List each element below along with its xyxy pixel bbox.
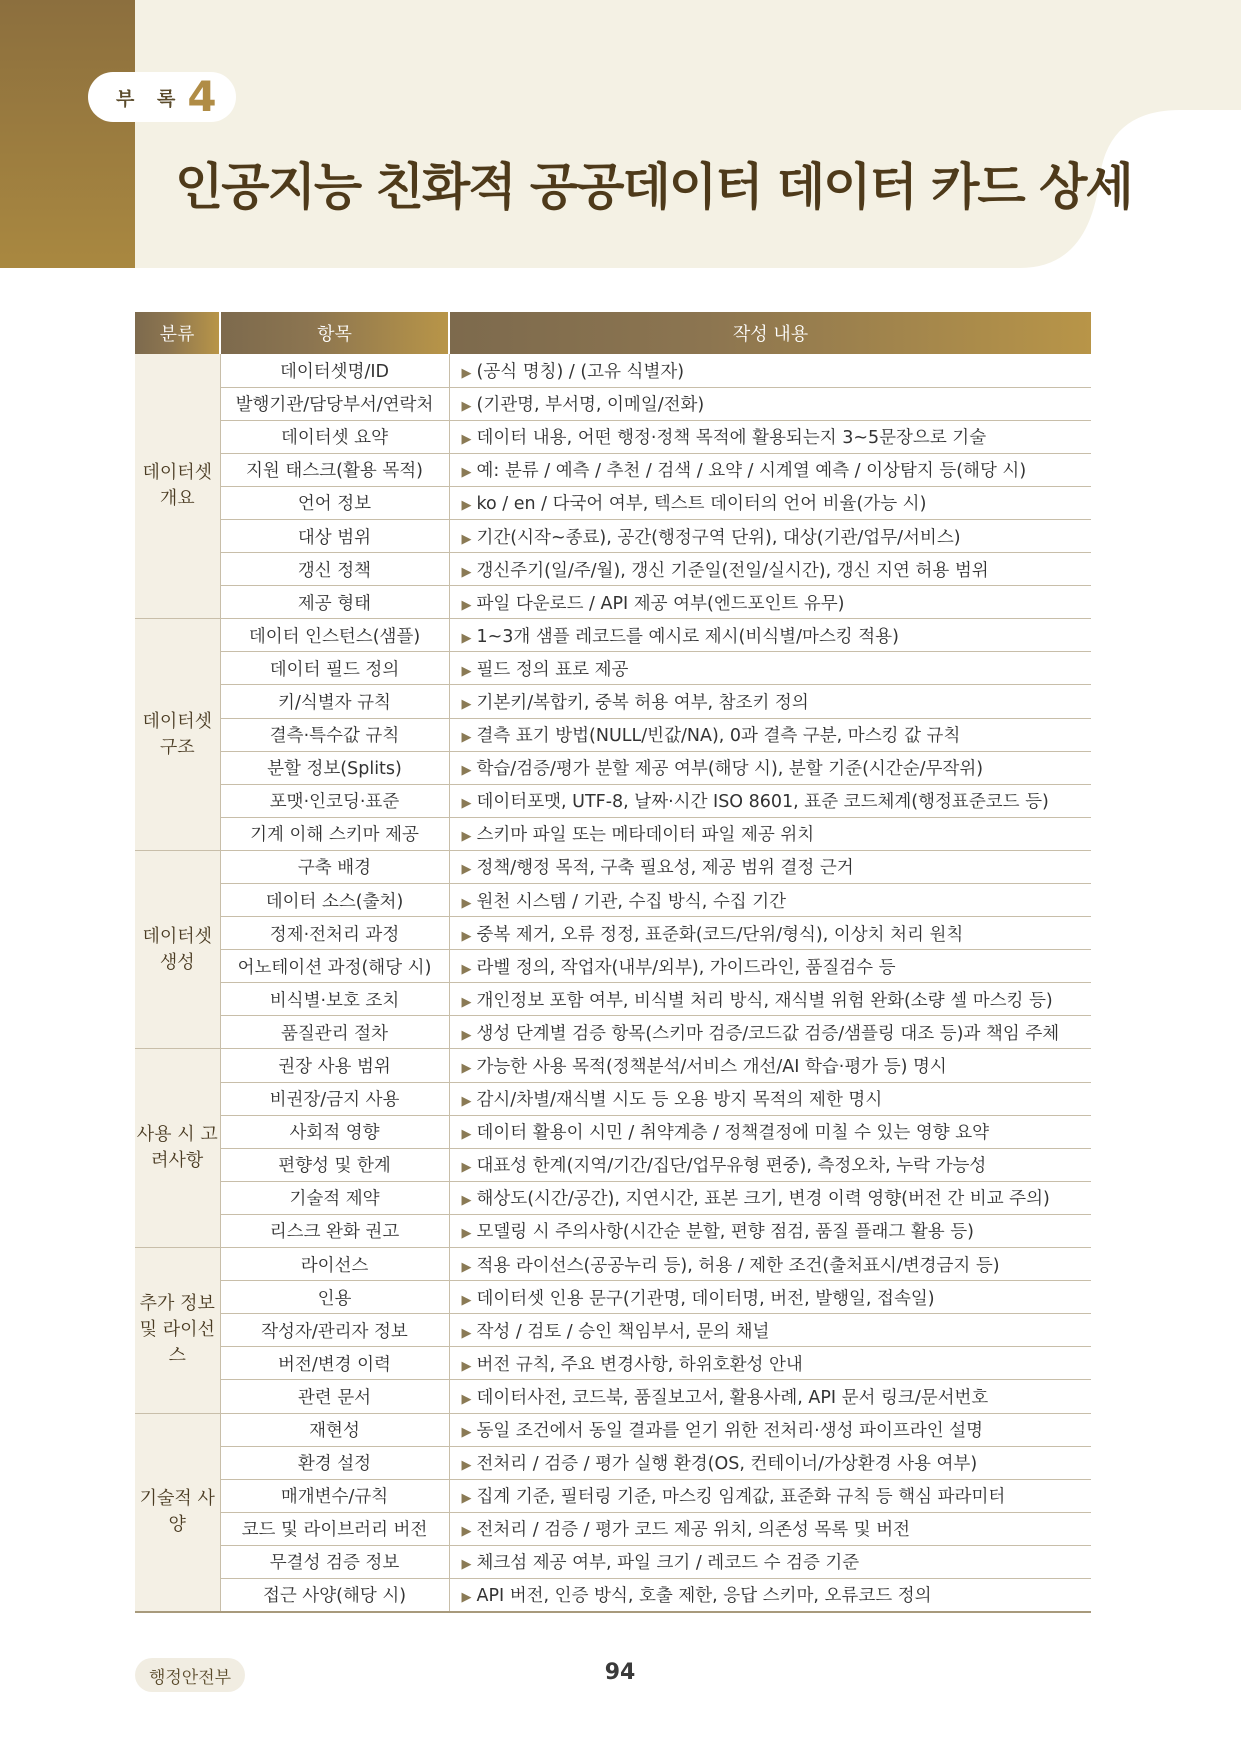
arrow-bullet-icon: ▶ xyxy=(461,1325,472,1341)
description-cell xyxy=(449,685,1091,718)
description-cell xyxy=(449,718,1091,751)
description-text: 동일 조건에서 동일 결과를 얻기 위한 전처리·생성 파이프라인 설명 xyxy=(476,1421,983,1442)
item-cell: 코드 및 라이브러리 버전 xyxy=(220,1512,449,1545)
item-cell: 비권장/금지 사용 xyxy=(220,1082,449,1115)
arrow-bullet-icon: ▶ xyxy=(461,432,472,448)
description-cell xyxy=(449,1082,1091,1115)
description-text: 작성 / 검토 / 승인 책임부서, 문의 채널 xyxy=(476,1321,770,1342)
table-row xyxy=(135,1380,1091,1413)
table-row xyxy=(135,1347,1091,1380)
item-cell: 데이터셋명/ID xyxy=(220,354,449,387)
item-cell: 비식별·보호 조치 xyxy=(220,983,449,1016)
item-cell: 제공 형태 xyxy=(220,586,449,619)
item-cell: 기술적 제약 xyxy=(220,1181,449,1214)
appendix-number: 4 xyxy=(187,72,217,121)
description-text: API 버전, 인증 방식, 호출 제한, 응답 스키마, 오류코드 정의 xyxy=(476,1586,932,1607)
arrow-bullet-icon: ▶ xyxy=(461,531,472,547)
description-text: 데이터 내용, 어떤 행정·정책 목적에 활용되는지 3~5문장으로 기술 xyxy=(476,428,987,449)
table-row xyxy=(135,1214,1091,1247)
description-cell xyxy=(449,850,1091,883)
item-cell: 무결성 검증 정보 xyxy=(220,1545,449,1578)
data-card-table xyxy=(135,312,1091,1613)
arrow-bullet-icon: ▶ xyxy=(461,1061,472,1077)
arrow-bullet-icon: ▶ xyxy=(461,597,472,613)
item-cell: 대상 범위 xyxy=(220,519,449,552)
category-cell: 데이터셋 생성 xyxy=(135,850,220,1049)
item-cell: 데이터 필드 정의 xyxy=(220,652,449,685)
table-header-row xyxy=(135,312,1091,354)
item-cell: 관련 문서 xyxy=(220,1380,449,1413)
table-row xyxy=(135,1314,1091,1347)
table-row xyxy=(135,817,1091,850)
description-cell xyxy=(449,1545,1091,1578)
description-text: 전처리 / 검증 / 평가 실행 환경(OS, 컨테이너/가상환경 사용 여부) xyxy=(476,1454,978,1475)
arrow-bullet-icon: ▶ xyxy=(461,895,472,911)
item-cell: 리스크 완화 권고 xyxy=(220,1214,449,1247)
item-cell: 품질관리 절차 xyxy=(220,1016,449,1049)
item-cell: 갱신 정책 xyxy=(220,553,449,586)
table-row xyxy=(135,1148,1091,1181)
description-text: 감시/차별/재식별 시도 등 오용 방지 목적의 제한 명시 xyxy=(476,1090,883,1111)
description-cell xyxy=(449,1148,1091,1181)
arrow-bullet-icon: ▶ xyxy=(461,1458,472,1474)
description-text: 기간(시작~종료), 공간(행정구역 단위), 대상(기관/업무/서비스) xyxy=(476,527,961,548)
description-text: 개인정보 포함 여부, 비식별 처리 방식, 재식별 위험 완화(소량 셀 마스킹 등) xyxy=(476,990,1053,1011)
description-cell xyxy=(449,453,1091,486)
arrow-bullet-icon: ▶ xyxy=(461,961,472,977)
arrow-bullet-icon: ▶ xyxy=(461,1193,472,1209)
description-cell xyxy=(449,751,1091,784)
description-text: 데이터 활용이 시민 / 취약계층 / 정책결정에 미칠 수 있는 영향 요약 xyxy=(476,1123,990,1144)
publisher-badge: 행정안전부 xyxy=(135,1658,245,1692)
description-text: 해상도(시간/공간), 지연시간, 표본 크기, 변경 이력 영향(버전 간 비교 주의) xyxy=(476,1189,1050,1210)
description-cell xyxy=(449,1446,1091,1479)
description-text: 버전 규칙, 주요 변경사항, 하위호환성 안내 xyxy=(476,1354,803,1375)
arrow-bullet-icon: ▶ xyxy=(461,399,472,415)
arrow-bullet-icon: ▶ xyxy=(461,1557,472,1573)
arrow-bullet-icon: ▶ xyxy=(461,829,472,845)
arrow-bullet-icon: ▶ xyxy=(461,1524,472,1540)
arrow-bullet-icon: ▶ xyxy=(461,928,472,944)
table-row xyxy=(135,1578,1091,1611)
description-text: 예: 분류 / 예측 / 추천 / 검색 / 요약 / 시계열 예측 / 이상탐지 등(해당 시) xyxy=(476,461,1027,482)
description-cell xyxy=(449,784,1091,817)
table-row xyxy=(135,983,1091,1016)
arrow-bullet-icon: ▶ xyxy=(461,1259,472,1275)
description-text: 가능한 사용 목적(정책분석/서비스 개선/AI 학습·평가 등) 명시 xyxy=(476,1057,947,1078)
table-row xyxy=(135,950,1091,983)
table-row xyxy=(135,1181,1091,1214)
description-cell xyxy=(449,1512,1091,1545)
arrow-bullet-icon: ▶ xyxy=(461,1292,472,1308)
item-cell: 재현성 xyxy=(220,1413,449,1446)
description-cell xyxy=(449,950,1091,983)
item-cell: 구축 배경 xyxy=(220,850,449,883)
item-cell: 매개변수/규칙 xyxy=(220,1479,449,1512)
arrow-bullet-icon: ▶ xyxy=(461,663,472,679)
description-cell xyxy=(449,354,1091,387)
item-cell: 데이터 소스(출처) xyxy=(220,884,449,917)
item-cell: 언어 정보 xyxy=(220,486,449,519)
page-number: 94 xyxy=(604,1660,636,1685)
description-text: 모델링 시 주의사항(시간순 분할, 편향 점검, 품질 플래그 활용 등) xyxy=(476,1222,974,1243)
arrow-bullet-icon: ▶ xyxy=(461,1160,472,1176)
item-cell: 데이터셋 요약 xyxy=(220,420,449,453)
description-text: 데이터포맷, UTF-8, 날짜·시간 ISO 8601, 표준 코드체계(행정표준코드 등) xyxy=(476,792,1049,813)
description-text: 중복 제거, 오류 정정, 표준화(코드/단위/형식), 이상치 처리 원칙 xyxy=(476,924,964,945)
description-text: 생성 단계별 검증 항목(스키마 검증/코드값 검증/샘플링 대조 등)과 책임 주체 xyxy=(476,1023,1060,1044)
description-cell xyxy=(449,884,1091,917)
description-text: 스키마 파일 또는 메타데이터 파일 제공 위치 xyxy=(476,825,815,846)
arrow-bullet-icon: ▶ xyxy=(461,1425,472,1441)
description-text: 기본키/복합키, 중복 허용 여부, 참조키 정의 xyxy=(476,692,809,713)
arrow-bullet-icon: ▶ xyxy=(461,696,472,712)
table-row xyxy=(135,652,1091,685)
description-cell xyxy=(449,1115,1091,1148)
table-row xyxy=(135,1082,1091,1115)
arrow-bullet-icon: ▶ xyxy=(461,994,472,1010)
table-row xyxy=(135,1049,1091,1082)
table-row xyxy=(135,1512,1091,1545)
description-cell xyxy=(449,420,1091,453)
description-text: 대표성 한계(지역/기간/집단/업무유형 편중), 측정오차, 누락 가능성 xyxy=(476,1156,987,1177)
description-text: 정책/행정 목적, 구축 필요성, 제공 범위 결정 근거 xyxy=(476,858,854,879)
item-cell: 포맷·인코딩·표준 xyxy=(220,784,449,817)
category-cell: 기술적 사양 xyxy=(135,1413,220,1612)
description-cell xyxy=(449,1347,1091,1380)
description-text: 데이터사전, 코드북, 품질보고서, 활용사례, API 문서 링크/문서번호 xyxy=(476,1387,989,1408)
category-cell: 데이터셋 구조 xyxy=(135,619,220,851)
arrow-bullet-icon: ▶ xyxy=(461,730,472,746)
description-cell xyxy=(449,817,1091,850)
item-cell: 작성자/관리자 정보 xyxy=(220,1314,449,1347)
description-text: 파일 다운로드 / API 제공 여부(엔드포인트 유무) xyxy=(476,593,845,614)
table-row xyxy=(135,751,1091,784)
table-body xyxy=(135,354,1091,1612)
description-text: 필드 정의 표로 제공 xyxy=(476,659,629,680)
item-cell: 버전/변경 이력 xyxy=(220,1347,449,1380)
table-row xyxy=(135,586,1091,619)
table-row xyxy=(135,420,1091,453)
item-cell: 지원 태스크(활용 목적) xyxy=(220,453,449,486)
table-row xyxy=(135,1545,1091,1578)
description-cell xyxy=(449,917,1091,950)
item-cell: 권장 사용 범위 xyxy=(220,1049,449,1082)
item-cell: 인용 xyxy=(220,1281,449,1314)
description-cell xyxy=(449,1016,1091,1049)
item-cell: 사회적 영향 xyxy=(220,1115,449,1148)
table-row xyxy=(135,1248,1091,1281)
table-row xyxy=(135,1479,1091,1512)
table-row xyxy=(135,917,1091,950)
description-cell xyxy=(449,652,1091,685)
description-text: (공식 명칭) / (고유 식별자) xyxy=(476,361,685,382)
arrow-bullet-icon: ▶ xyxy=(461,630,472,646)
description-text: ko / en / 다국어 여부, 텍스트 데이터의 언어 비율(가능 시) xyxy=(476,494,927,515)
description-text: 적용 라이선스(공공누리 등), 허용 / 제한 조건(출처표시/변경금지 등) xyxy=(476,1255,1000,1276)
description-cell xyxy=(449,619,1091,652)
description-cell xyxy=(449,1314,1091,1347)
item-cell: 분할 정보(Splits) xyxy=(220,751,449,784)
arrow-bullet-icon: ▶ xyxy=(461,1491,472,1507)
table-row xyxy=(135,1413,1091,1446)
arrow-bullet-icon: ▶ xyxy=(461,465,472,481)
description-text: 원천 시스템 / 기관, 수집 방식, 수집 기간 xyxy=(476,891,787,912)
arrow-bullet-icon: ▶ xyxy=(461,862,472,878)
table-row xyxy=(135,850,1091,883)
table-row xyxy=(135,619,1091,652)
arrow-bullet-icon: ▶ xyxy=(461,1027,472,1043)
table-row xyxy=(135,354,1091,387)
arrow-bullet-icon: ▶ xyxy=(461,1391,472,1407)
item-cell: 데이터 인스턴스(샘플) xyxy=(220,619,449,652)
item-cell: 접근 사양(해당 시) xyxy=(220,1578,449,1611)
arrow-bullet-icon: ▶ xyxy=(461,1226,472,1242)
description-text: 데이터셋 인용 문구(기관명, 데이터명, 버전, 발행일, 접속일) xyxy=(476,1288,935,1309)
table-row xyxy=(135,553,1091,586)
item-cell: 기계 이해 스키마 제공 xyxy=(220,817,449,850)
description-cell xyxy=(449,586,1091,619)
description-cell xyxy=(449,983,1091,1016)
arrow-bullet-icon: ▶ xyxy=(461,796,472,812)
item-cell: 키/식별자 규칙 xyxy=(220,685,449,718)
appendix-label: 부 록 xyxy=(116,87,184,110)
description-cell xyxy=(449,387,1091,420)
table-row xyxy=(135,486,1091,519)
description-cell xyxy=(449,519,1091,552)
table-row xyxy=(135,685,1091,718)
category-cell: 추가 정보 및 라이선스 xyxy=(135,1248,220,1413)
item-cell: 발행기관/담당부서/연락처 xyxy=(220,387,449,420)
arrow-bullet-icon: ▶ xyxy=(461,1094,472,1110)
table-row xyxy=(135,1115,1091,1148)
description-cell xyxy=(449,1181,1091,1214)
item-cell: 결측·특수값 규칙 xyxy=(220,718,449,751)
description-text: 라벨 정의, 작업자(내부/외부), 가이드라인, 품질검수 등 xyxy=(476,957,896,978)
table-row xyxy=(135,718,1091,751)
item-cell: 라이선스 xyxy=(220,1248,449,1281)
header-background xyxy=(0,0,1241,270)
column-header: 분류 xyxy=(135,312,220,354)
description-cell xyxy=(449,1281,1091,1314)
item-cell: 환경 설정 xyxy=(220,1446,449,1479)
description-text: 결측 표기 방법(NULL/빈값/NA), 0과 결측 구분, 마스킹 값 규칙 xyxy=(476,726,961,747)
page-title: 인공지능 친화적 공공데이터 데이터 카드 상세 xyxy=(175,158,1132,216)
arrow-bullet-icon: ▶ xyxy=(461,564,472,580)
arrow-bullet-icon: ▶ xyxy=(461,365,472,381)
arrow-bullet-icon: ▶ xyxy=(461,1590,472,1606)
table-row xyxy=(135,387,1091,420)
description-cell xyxy=(449,1479,1091,1512)
arrow-bullet-icon: ▶ xyxy=(461,1358,472,1374)
description-text: 1~3개 샘플 레코드를 예시로 제시(비식별/마스킹 적용) xyxy=(476,626,899,647)
description-cell xyxy=(449,1380,1091,1413)
table-row xyxy=(135,1446,1091,1479)
description-text: (기관명, 부서명, 이메일/전화) xyxy=(476,395,705,416)
item-cell: 편향성 및 한계 xyxy=(220,1148,449,1181)
table-row xyxy=(135,1281,1091,1314)
description-cell xyxy=(449,1413,1091,1446)
table-row xyxy=(135,884,1091,917)
item-cell: 어노테이션 과정(해당 시) xyxy=(220,950,449,983)
description-cell xyxy=(449,486,1091,519)
arrow-bullet-icon: ▶ xyxy=(461,498,472,514)
table-row xyxy=(135,784,1091,817)
table-row xyxy=(135,519,1091,552)
description-cell xyxy=(449,1248,1091,1281)
item-cell: 정제·전처리 과정 xyxy=(220,917,449,950)
description-text: 체크섬 제공 여부, 파일 크기 / 레코드 수 검증 기준 xyxy=(476,1553,860,1574)
category-cell: 사용 시 고려사항 xyxy=(135,1049,220,1248)
description-cell xyxy=(449,553,1091,586)
table-row xyxy=(135,453,1091,486)
arrow-bullet-icon: ▶ xyxy=(461,763,472,779)
description-text: 학습/검증/평가 분할 제공 여부(해당 시), 분할 기준(시간순/무작위) xyxy=(476,759,984,780)
arrow-bullet-icon: ▶ xyxy=(461,1127,472,1143)
table-row xyxy=(135,1016,1091,1049)
description-cell xyxy=(449,1049,1091,1082)
description-text: 전처리 / 검증 / 평가 코드 제공 위치, 의존성 목록 및 버전 xyxy=(476,1520,911,1541)
description-cell xyxy=(449,1214,1091,1247)
column-header: 작성 내용 xyxy=(449,312,1091,354)
description-cell xyxy=(449,1578,1091,1611)
description-text: 갱신주기(일/주/월), 갱신 기준일(전일/실시간), 갱신 지연 허용 범위 xyxy=(476,560,989,581)
category-cell: 데이터셋 개요 xyxy=(135,354,220,619)
column-header: 항목 xyxy=(220,312,449,354)
appendix-badge xyxy=(88,72,236,122)
description-text: 집계 기준, 필터링 기준, 마스킹 임계값, 표준화 규칙 등 핵심 파라미터 xyxy=(476,1487,1006,1508)
